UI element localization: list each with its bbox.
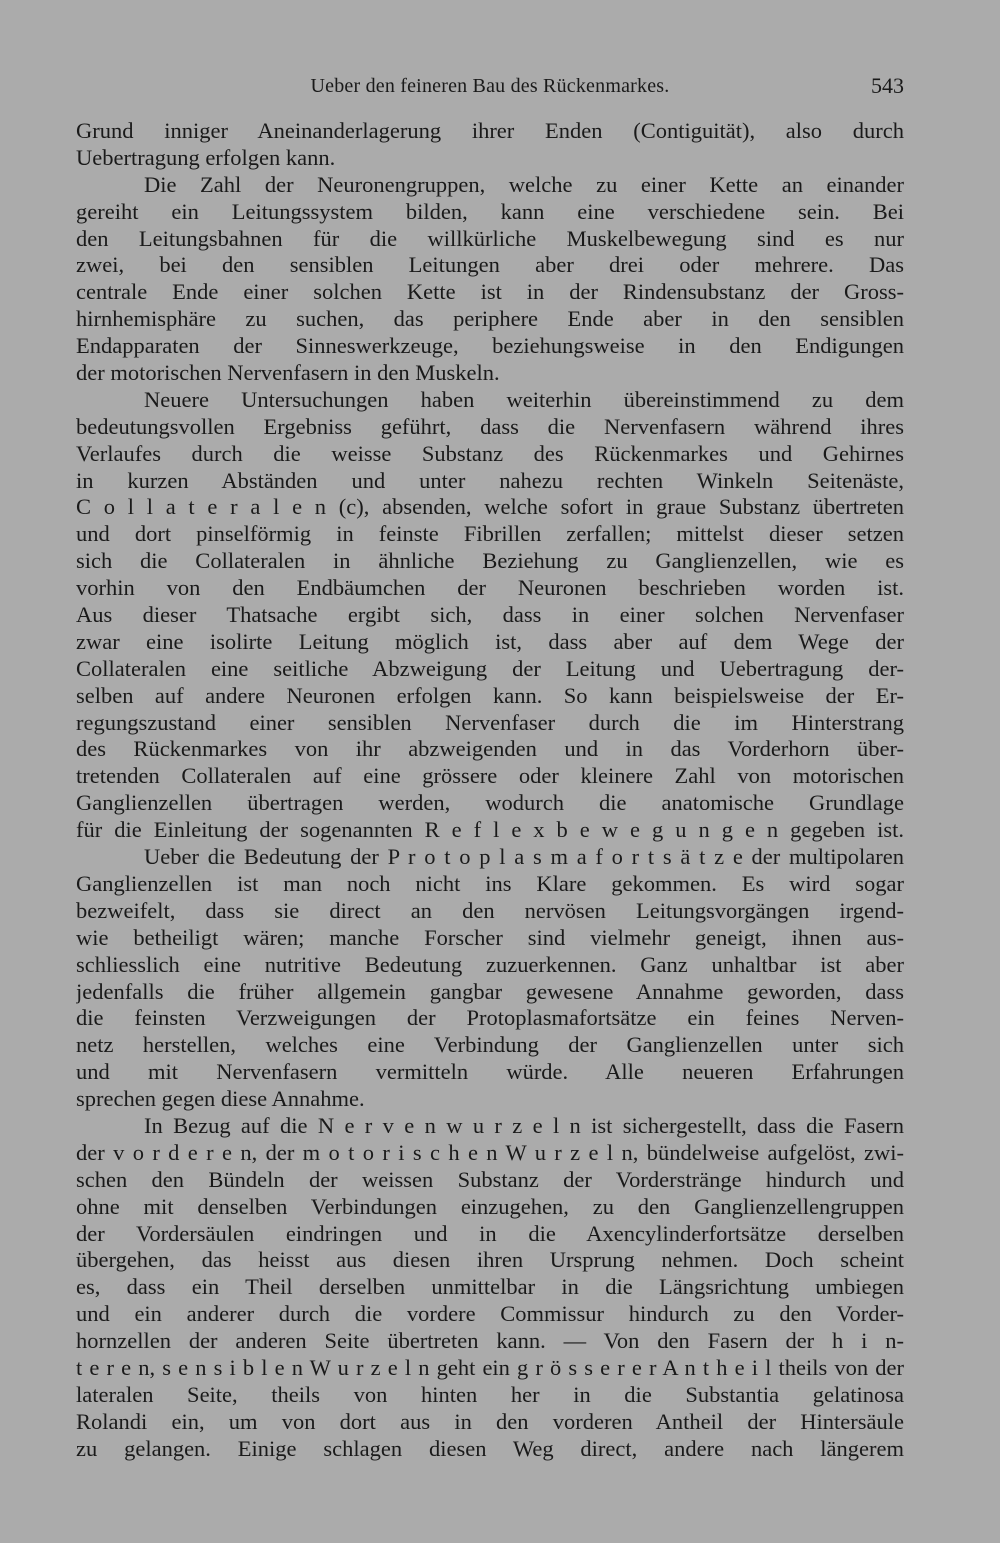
text-line: die feinsten Verzweigungen der Protoplasmafortsätze ein feines Nerven- bbox=[76, 1005, 904, 1031]
text-line: wie betheiligt wären; manche Forscher sind vielmehr geneigt, ihnen aus- bbox=[76, 924, 904, 950]
text-line: schliesslich eine nutritive Bedeutung zuzuerkennen. Ganz unhaltbar ist aber bbox=[76, 951, 904, 977]
text-line: des Rückenmarkes von ihr abzweigenden und in das Vorderhorn über- bbox=[76, 736, 904, 762]
text-line: übergehen, das heisst aus diesen ihren Ursprung nehmen. Doch scheint bbox=[76, 1247, 904, 1273]
text-line: sich die Collateralen in ähnliche Beziehung zu Ganglienzellen, wie es bbox=[76, 548, 904, 574]
text-line: in kurzen Abständen und unter nahezu rechten Winkeln Seitenäste, bbox=[76, 467, 904, 493]
text-line: schen den Bündeln der weissen Substanz der Vorderstränge hindurch und bbox=[76, 1166, 904, 1192]
text-line: und mit Nervenfasern vermitteln würde. Alle neueren Erfahrungen bbox=[76, 1059, 904, 1085]
page-number: 543 bbox=[871, 73, 904, 98]
text-line: zwei, bei den sensiblen Leitungen aber drei oder mehrere. Das bbox=[76, 252, 904, 278]
text-line: In Bezug auf die N e r v e n w u r z e l n ist sichergestellt, dass die Fasern bbox=[144, 1112, 904, 1138]
text-line: Neuere Untersuchungen haben weiterhin übereinstimmend zu dem bbox=[144, 386, 904, 412]
text-line: Uebertragung erfolgen kann. bbox=[76, 144, 336, 170]
text-line: jedenfalls die früher allgemein gangbar gewesene Annahme geworden, dass bbox=[76, 978, 904, 1004]
text-line: es, dass ein Theil derselben unmittelbar in die Längsrichtung umbiegen bbox=[76, 1274, 904, 1300]
text-line: bezweifelt, dass sie direct an den nervösen Leitungsvorgängen irgend- bbox=[76, 897, 904, 923]
text-line: Grund inniger Aneinanderlagerung ihrer Enden (Contiguität), also durch bbox=[76, 118, 904, 143]
text-line: hornzellen der anderen Seite übertreten kann. — Von den Fasern der h i n- bbox=[76, 1328, 904, 1354]
text-line: Aus dieser Thatsache ergibt sich, dass in einer solchen Nervenfaser bbox=[76, 602, 904, 628]
text-line: Ganglienzellen übertragen werden, wodurch die anatomische Grundlage bbox=[76, 790, 904, 816]
text-line: Die Zahl der Neuronengruppen, welche zu einer Kette an einander bbox=[144, 171, 904, 197]
text-line: selben auf andere Neuronen erfolgen kann. So kann beispielsweise der Er- bbox=[76, 682, 904, 708]
text-line: vorhin von den Endbäumchen der Neuronen beschrieben worden ist. bbox=[76, 575, 904, 601]
text-line: Ganglienzellen ist man noch nicht ins Klare gekommen. Es wird sogar bbox=[76, 870, 904, 896]
text-line: und ein anderer durch die vordere Commissur hindurch zu den Vorder- bbox=[76, 1301, 904, 1327]
text-line: für die Einleitung der sogenannten R e f l e x b e w e g u n g e n gegeben ist. bbox=[76, 817, 904, 843]
text-line: t e r e n, s e n s i b l e n W u r z e l n geht ein g r ö s s e r e r A n t h e i l theils von der bbox=[76, 1354, 904, 1380]
text-line: centrale Ende einer solchen Kette ist in der Rindensubstanz der Gross- bbox=[76, 279, 904, 305]
text-line: und dort pinselförmig in feinste Fibrillen zerfallen; mittelst dieser setzen bbox=[76, 521, 904, 547]
text-line: regungszustand einer sensiblen Nervenfaser durch die im Hinterstrang bbox=[76, 709, 904, 735]
text-line: tretenden Collateralen auf eine grössere oder kleinere Zahl von motorischen bbox=[76, 763, 904, 789]
text-line: Collateralen eine seitliche Abzweigung der Leitung und Uebertragung der- bbox=[76, 655, 904, 681]
running-title: Ueber den feineren Bau des Rückenmarkes. bbox=[310, 75, 670, 97]
text-line: Ueber die Bedeutung der P r o t o p l a s m a f o r t s ä t z e der multipolaren bbox=[144, 844, 904, 870]
text-line: lateralen Seite, theils von hinten her in die Substantia gelatinosa bbox=[76, 1381, 904, 1407]
text-line: bedeutungsvollen Ergebniss geführt, dass die Nervenfasern während ihres bbox=[76, 413, 904, 439]
text-line: der motorischen Nervenfasern in den Muskeln. bbox=[76, 360, 500, 386]
text-line: C o l l a t e r a l e n (c), absenden, welche sofort in graue Substanz übertreten bbox=[76, 494, 904, 520]
text-line: Endapparaten der Sinneswerkzeuge, beziehungsweise in den Endigungen bbox=[76, 333, 904, 359]
text-line: netz herstellen, welches eine Verbindung der Ganglienzellen unter sich bbox=[76, 1032, 904, 1058]
text-line: Verlaufes durch die weisse Substanz des Rückenmarkes und Gehirnes bbox=[76, 440, 904, 466]
body-text bbox=[76, 118, 904, 1463]
text-line: ohne mit denselben Verbindungen einzugehen, zu den Ganglienzellengruppen bbox=[76, 1193, 904, 1219]
text-line: der Vordersäulen eindringen und in die Axencylinderfortsätze derselben bbox=[76, 1220, 904, 1246]
text-line: Rolandi ein, um von dort aus in den vorderen Antheil der Hintersäule bbox=[76, 1408, 904, 1434]
text-line: gereiht ein Leitungssystem bilden, kann eine verschiedene sein. Bei bbox=[76, 198, 904, 224]
text-line: zu gelangen. Einige schlagen diesen Weg direct, andere nach längerem bbox=[76, 1435, 904, 1461]
text-line: der v o r d e r e n, der m o t o r i s c h e n W u r z e l n, bündelweise aufgelöst, zwi- bbox=[76, 1139, 904, 1165]
text-line: hirnhemisphäre zu suchen, das periphere Ende aber in den sensiblen bbox=[76, 306, 904, 332]
page-header bbox=[76, 68, 904, 104]
text-line: den Leitungsbahnen für die willkürliche Muskelbewegung sind es nur bbox=[76, 225, 904, 251]
text-line: sprechen gegen diese Annahme. bbox=[76, 1086, 365, 1112]
text-line: zwar eine isolirte Leitung möglich ist, dass aber auf dem Wege der bbox=[76, 628, 904, 654]
